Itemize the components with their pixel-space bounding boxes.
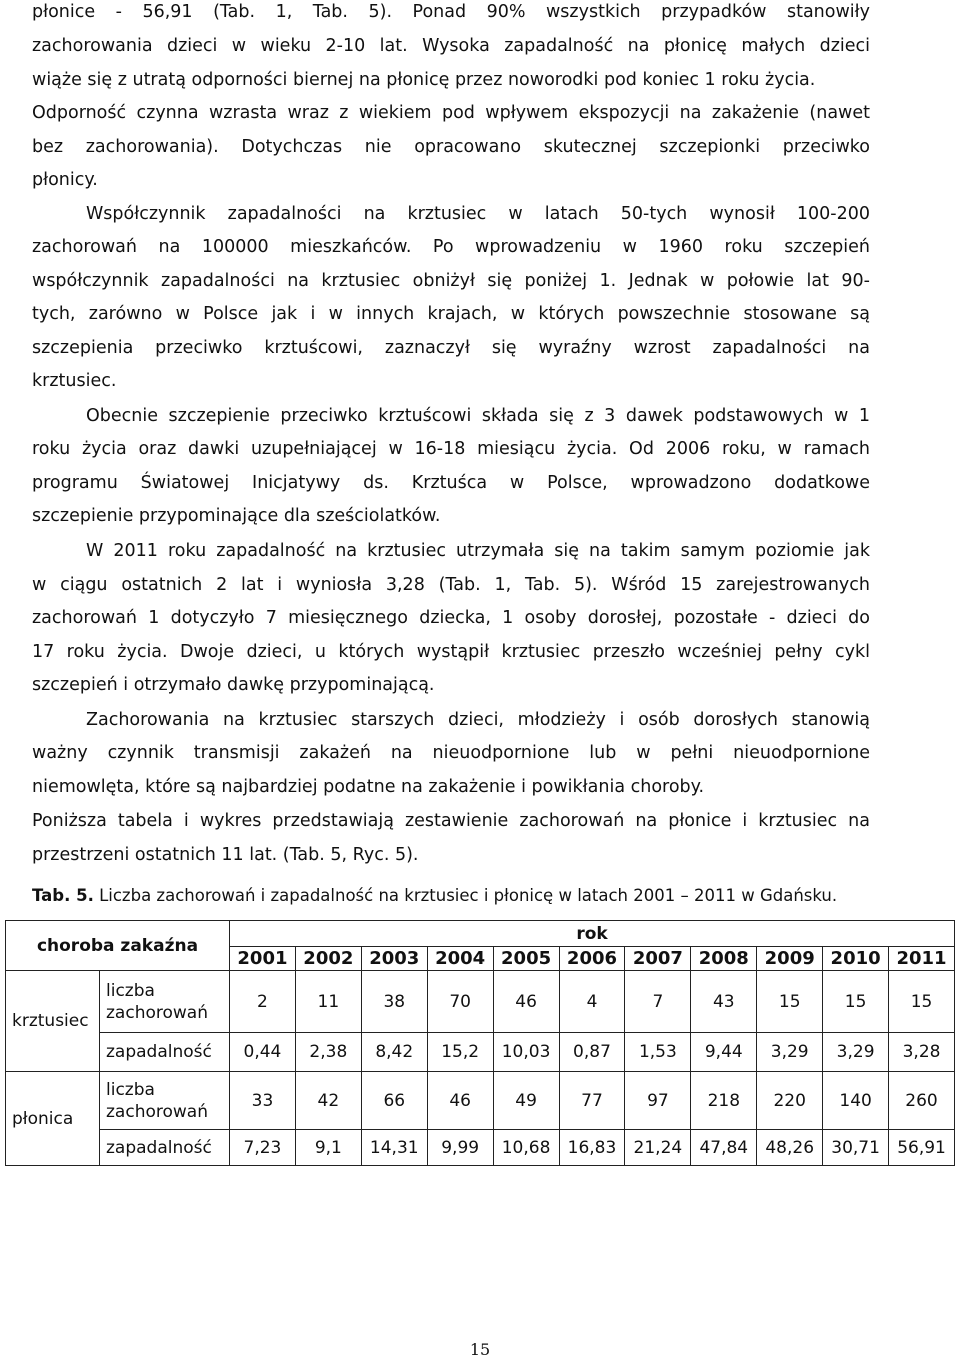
disease-cell: płonica: [6, 1072, 100, 1166]
text-line: bez zachorowania). Dotychczas nie opracowano skutecznej szczepionki przeciwko: [32, 137, 870, 157]
text-line: Zachorowania na krztusiec starszych dzieci, młodzieży i osób dorosłych stanowią: [86, 710, 870, 730]
cases-label-cell: liczba zachorowań: [100, 971, 230, 1033]
disease-cell: krztusiec: [6, 971, 100, 1072]
text-line: zachorowań 1 dotyczyło 7 miesięcznego dziecka, 1 osoby dorosłej, pozostałe - dzieci do: [32, 608, 870, 628]
text-line: przestrzeni ostatnich 11 lat. (Tab. 5, Ryc. 5).: [32, 845, 419, 865]
incidence-cell: 9,44: [691, 1033, 757, 1072]
table-caption-label: Tab. 5.: [32, 886, 94, 905]
incidence-cell: 3,29: [823, 1033, 889, 1072]
incidence-cell: 14,31: [361, 1130, 427, 1166]
year-header-cell: 2002: [295, 947, 361, 971]
incidence-cell: 21,24: [625, 1130, 691, 1166]
text-line: w ciągu ostatnich 2 lat i wyniosła 3,28 (Tab. 1, Tab. 5). Wśród 15 zarejestrowanych: [32, 575, 870, 595]
header-year: rok: [230, 921, 955, 947]
text-line: tych, zarówno w Polsce jak i w innych krajach, w których powszechnie stosowane są: [32, 304, 870, 324]
incidence-cell: 15,2: [427, 1033, 493, 1072]
incidence-cell: 9,99: [427, 1130, 493, 1166]
year-header-cell: 2011: [889, 947, 955, 971]
cases-cell: 11: [295, 971, 361, 1033]
year-header-cell: 2008: [691, 947, 757, 971]
incidence-cell: 0,44: [230, 1033, 296, 1072]
incidence-cell: 3,28: [889, 1033, 955, 1072]
cases-cell: 42: [295, 1072, 361, 1130]
incidence-label-cell: zapadalność: [100, 1033, 230, 1072]
text-line: zachorowań na 100000 mieszkańców. Po wprowadzeniu w 1960 roku szczepień: [32, 237, 870, 257]
cases-cell: 46: [427, 1072, 493, 1130]
cases-cell: 49: [493, 1072, 559, 1130]
cases-row: [6, 1072, 955, 1130]
year-header-cell: 2003: [361, 947, 427, 971]
text-line: 17 roku życia. Dwoje dzieci, u których wystąpił krztusiec przeszło wcześniej pełny cykl: [32, 642, 870, 662]
text-line: ważny czynnik transmisji zakażeń na nieuodpornione lub w pełni nieuodpornione: [32, 743, 870, 763]
text-line: szczepienie przypominające dla sześciolatków.: [32, 506, 441, 526]
year-header-cell: 2004: [427, 947, 493, 971]
cases-cell: 220: [757, 1072, 823, 1130]
text-line: wiąże się z utratą odporności biernej na płonicę przez noworodki pod koniec 1 roku życia.: [32, 70, 816, 90]
year-header-cell: 2009: [757, 947, 823, 971]
year-header-cell: 2010: [823, 947, 889, 971]
incidence-cell: 47,84: [691, 1130, 757, 1166]
text-line: Obecnie szczepienie przeciwko krztuścowi składa się z 3 dawek podstawowych w 1: [86, 406, 870, 426]
incidence-cell: 9,1: [295, 1130, 361, 1166]
table-body: [6, 971, 955, 1166]
year-header-cell: 2006: [559, 947, 625, 971]
cases-cell: 77: [559, 1072, 625, 1130]
table-caption: [32, 886, 837, 905]
incidence-cell: 3,29: [757, 1033, 823, 1072]
incidence-cell: 16,83: [559, 1130, 625, 1166]
incidence-cell: 30,71: [823, 1130, 889, 1166]
incidence-label-cell: zapadalność: [100, 1130, 230, 1166]
cases-cell: 70: [427, 971, 493, 1033]
cases-cell: 260: [889, 1072, 955, 1130]
text-line: roku życia oraz dawki uzupełniającej w 16-18 miesiącu życia. Od 2006 roku, w ramach: [32, 439, 870, 459]
incidence-cell: 0,87: [559, 1033, 625, 1072]
incidence-cell: 2,38: [295, 1033, 361, 1072]
year-header-cell: 2007: [625, 947, 691, 971]
page-number: 15: [469, 1340, 491, 1359]
incidence-cell: 10,03: [493, 1033, 559, 1072]
cases-cell: 46: [493, 971, 559, 1033]
cases-cell: 218: [691, 1072, 757, 1130]
cases-cell: 4: [559, 971, 625, 1033]
year-header-cell: 2005: [493, 947, 559, 971]
table-caption-text: Liczba zachorowań i zapadalność na krztusiec i płonicę w latach 2001 – 2011 w Gdańsku.: [93, 886, 838, 905]
text-line: programu Światowej Inicjatywy ds. Krztuśca w Polsce, wprowadzono dodatkowe: [32, 473, 870, 493]
year-header-cell: 2001: [230, 947, 296, 971]
cases-row: [6, 971, 955, 1033]
incidence-cell: 48,26: [757, 1130, 823, 1166]
incidence-cell: 1,53: [625, 1033, 691, 1072]
cases-cell: 38: [361, 971, 427, 1033]
text-line: Współczynnik zapadalności na krztusiec w latach 50-tych wynosił 100-200: [86, 204, 870, 224]
text-line: płonice - 56,91 (Tab. 1, Tab. 5). Ponad 90% wszystkich przypadków stanowiły: [32, 2, 870, 22]
text-line: szczepień i otrzymało dawkę przypominającą.: [32, 675, 435, 695]
cases-cell: 43: [691, 971, 757, 1033]
text-line: niemowlęta, które są najbardziej podatne na zakażenie i powikłania choroby.: [32, 777, 705, 797]
cases-cell: 33: [230, 1072, 296, 1130]
text-line: krztusiec.: [32, 371, 117, 391]
text-line: W 2011 roku zapadalność na krztusiec utrzymała się na takim samym poziomie jak: [86, 541, 870, 561]
cases-cell: 140: [823, 1072, 889, 1130]
incidence-cell: 10,68: [493, 1130, 559, 1166]
cases-cell: 2: [230, 971, 296, 1033]
cases-cell: 7: [625, 971, 691, 1033]
cases-cell: 97: [625, 1072, 691, 1130]
incidence-row: [6, 1033, 955, 1072]
text-line: współczynnik zapadalności na krztusiec obniżył się poniżej 1. Jednak w połowie lat 90-: [32, 271, 870, 291]
cases-cell: 66: [361, 1072, 427, 1130]
incidence-cell: 7,23: [230, 1130, 296, 1166]
text-line: zachorowania dzieci w wieku 2-10 lat. Wysoka zapadalność na płonicę małych dzieci: [32, 36, 870, 56]
incidence-cell: 8,42: [361, 1033, 427, 1072]
header-disease: choroba zakaźna: [6, 921, 230, 971]
text-line: płonicy.: [32, 170, 98, 190]
text-line: szczepienia przeciwko krztuścowi, zaznaczył się wyraźny wzrost zapadalności na: [32, 338, 870, 358]
cases-cell: 15: [889, 971, 955, 1033]
incidence-cell: 56,91: [889, 1130, 955, 1166]
cases-cell: 15: [757, 971, 823, 1033]
incidence-row: [6, 1130, 955, 1166]
text-line: Odporność czynna wzrasta wraz z wiekiem pod wpływem ekspozycji na zakażenie (nawet: [32, 103, 870, 123]
cases-label-cell: liczba zachorowań: [100, 1072, 230, 1130]
text-line: Poniższa tabela i wykres przedstawiają zestawienie zachorowań na płonice i krztusiec na: [32, 811, 870, 831]
incidence-table: [5, 920, 955, 1166]
cases-cell: 15: [823, 971, 889, 1033]
